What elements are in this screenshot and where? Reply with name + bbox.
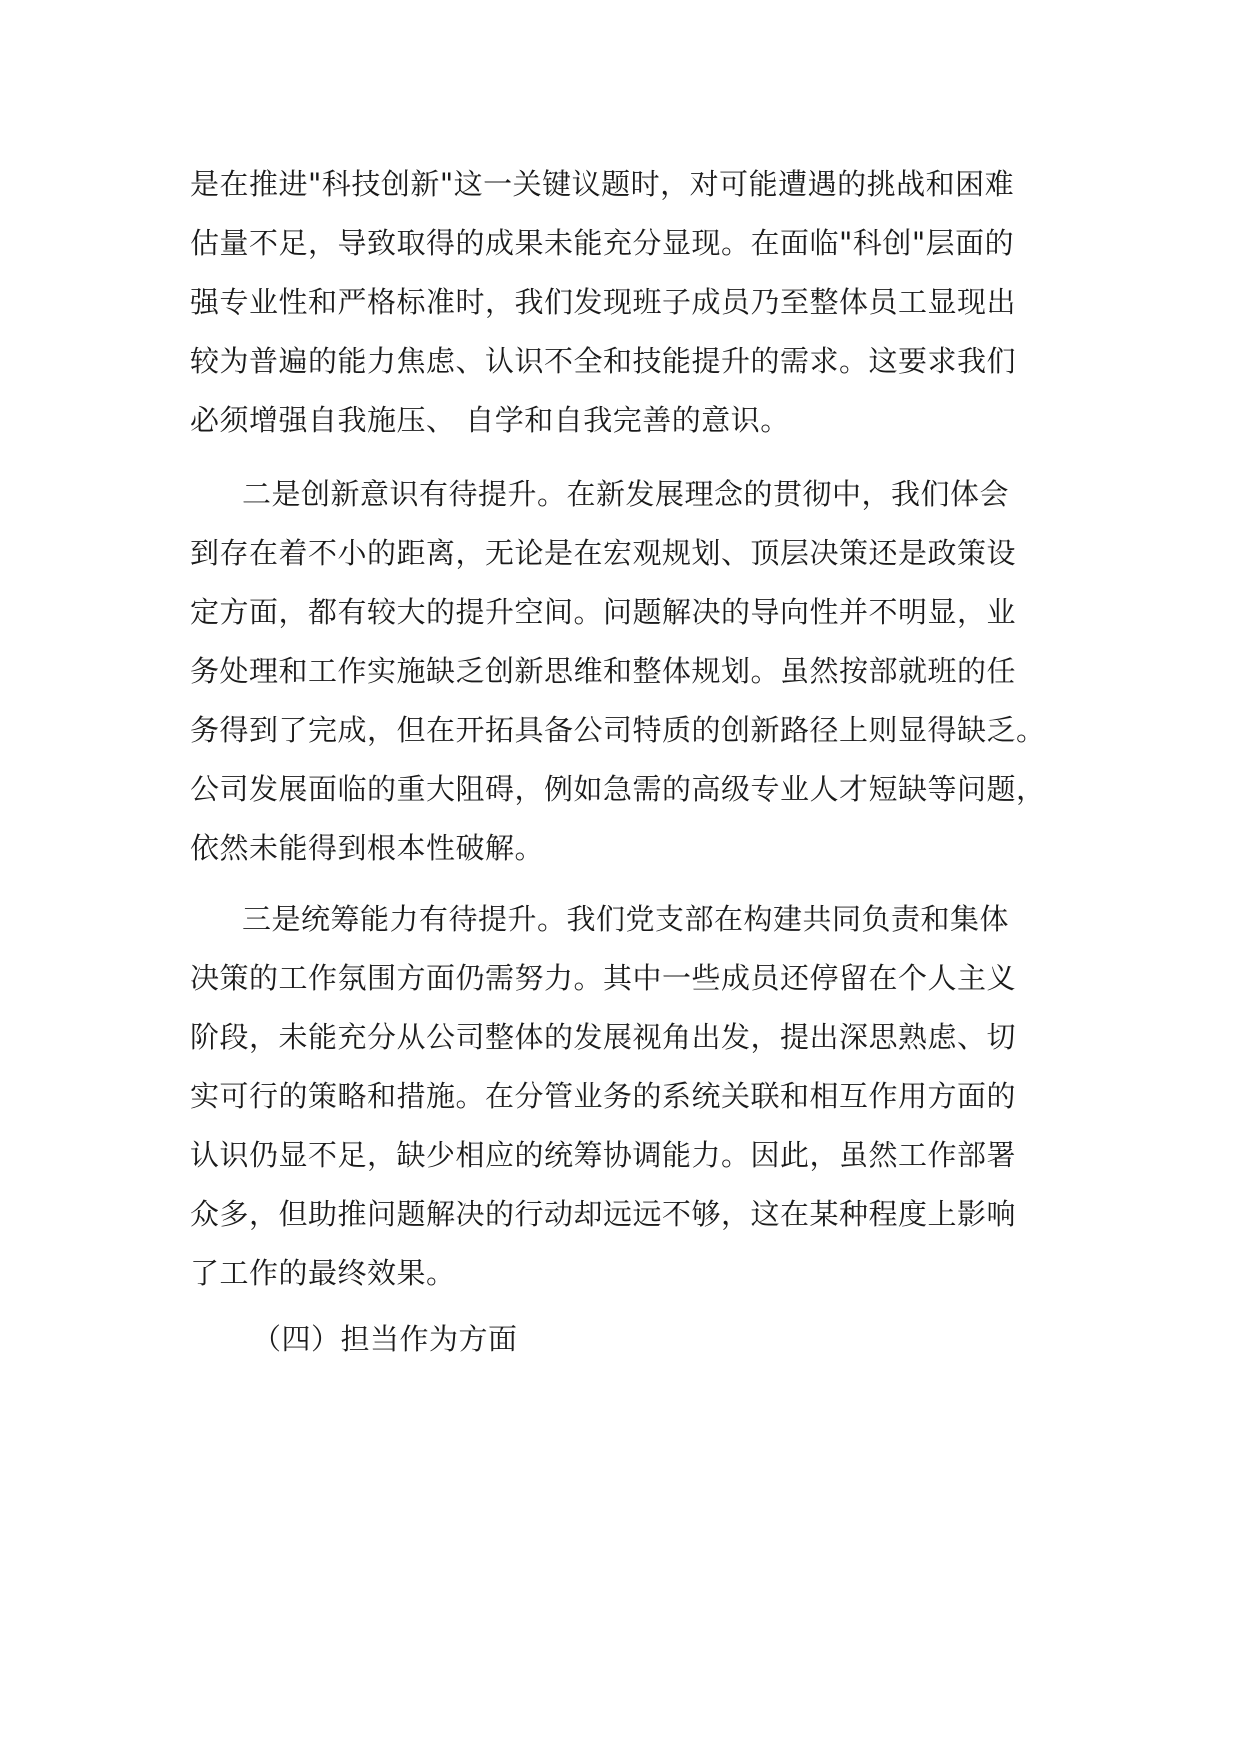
paragraph-line: 较为普遍的能力焦虑、认识不全和技能提升的需求。这要求我们	[190, 344, 1017, 378]
paragraph-line: 务处理和工作实施缺乏创新思维和整体规划。虽然按部就班的任	[190, 654, 1017, 688]
section-heading-text: （四）担当作为方面	[252, 1322, 518, 1356]
paragraph-line: 估量不足，导致取得的成果未能充分显现。在面临"科创"层面的	[190, 226, 1015, 260]
paragraph-line: 定方面，都有较大的提升空间。问题解决的导向性并不明显，业	[190, 595, 1017, 629]
paragraph-line: 阶段，未能充分从公司整体的发展视角出发，提出深思熟虑、切	[190, 1020, 1017, 1054]
paragraph-line: 认识仍显不足，缺少相应的统筹协调能力。因此，虽然工作部署	[190, 1138, 1017, 1172]
paragraph-1	[190, 155, 1070, 450]
paragraph-line: 了工作的最终效果。	[190, 1256, 456, 1290]
paragraph-line: 务得到了完成，但在开拓具备公司特质的创新路径上则显得缺乏。	[190, 713, 1046, 747]
paragraph-3	[190, 890, 1070, 1303]
paragraph-line: 众多，但助推问题解决的行动却远远不够，这在某种程度上影响	[190, 1197, 1017, 1231]
paragraph-line: 强专业性和严格标准时，我们发现班子成员乃至整体员工显现出	[190, 285, 1017, 319]
paragraph-line: 三是统筹能力有待提升。我们党支部在构建共同负责和集体	[242, 902, 1010, 936]
paragraph-line: 实可行的策略和措施。在分管业务的系统关联和相互作用方面的	[190, 1079, 1017, 1113]
paragraph-2	[190, 465, 1070, 878]
paragraph-line: 必须增强自我施压、 自学和自我完善的意识。	[190, 403, 790, 437]
paragraph-line: 是在推进"科技创新"这一关键议题时，对可能遭遇的挑战和困难	[190, 167, 1015, 201]
paragraph-line: 到存在着不小的距离，无论是在宏观规划、顶层决策还是政策设	[190, 536, 1017, 570]
paragraph-line: 依然未能得到根本性破解。	[190, 831, 545, 865]
section-heading	[190, 1310, 1070, 1369]
paragraph-line: 公司发展面临的重大阻碍，例如急需的高级专业人才短缺等问题，	[190, 772, 1046, 806]
paragraph-line: 二是创新意识有待提升。在新发展理念的贯彻中，我们体会	[242, 477, 1010, 511]
paragraph-line: 决策的工作氛围方面仍需努力。其中一些成员还停留在个人主义	[190, 961, 1017, 995]
